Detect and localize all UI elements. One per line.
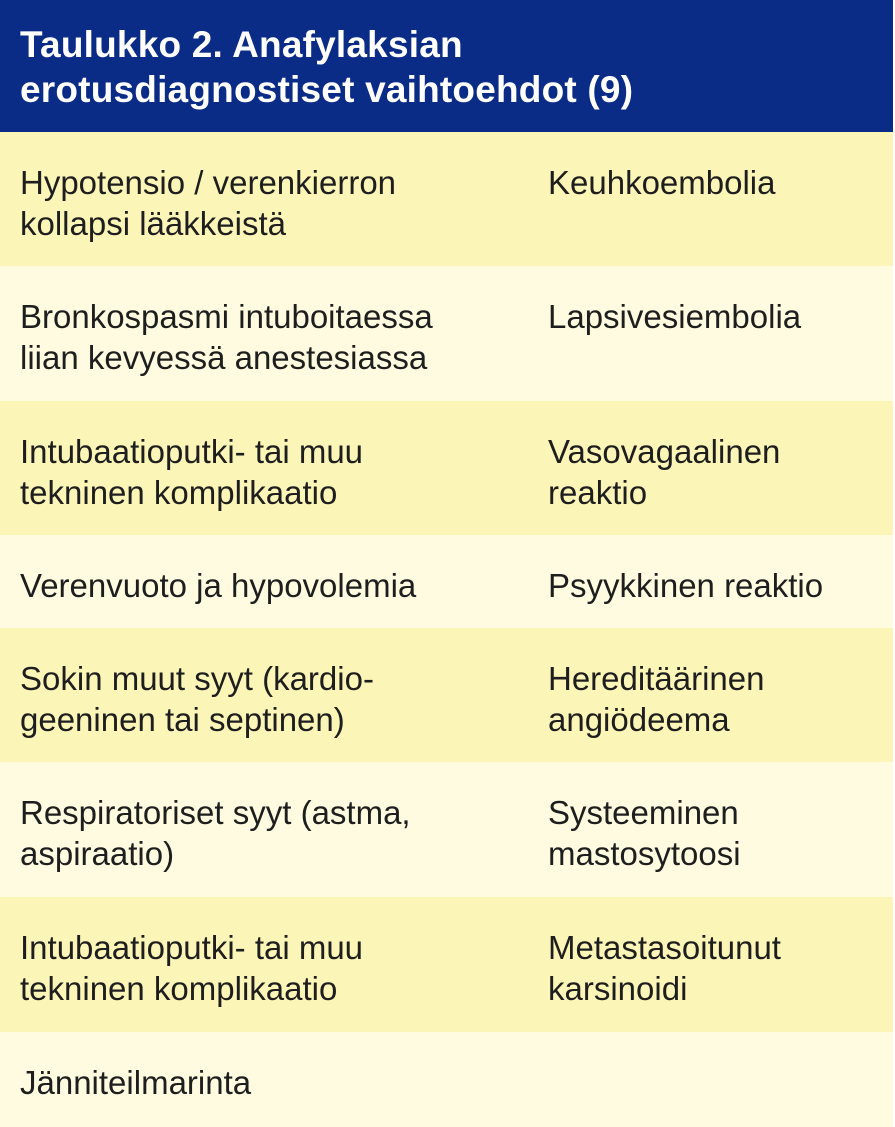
row-1-right-cell: Keuhkoembolia	[548, 164, 776, 201]
table-row	[0, 266, 893, 401]
row-6-right-cell: Systeeminen mastosytoosi	[548, 794, 741, 872]
table-row	[0, 1032, 893, 1127]
table-row	[0, 401, 893, 535]
table-row	[0, 897, 893, 1032]
row-5-left-cell: Sokin muut syyt (kardio- geeninen tai septinen)	[20, 660, 374, 738]
row-2-left-cell: Bronkospasmi intuboitaessa liian kevyessä anestesiassa	[20, 298, 433, 376]
row-3-left-cell: Intubaatioputki- tai muu tekninen komplikaatio	[20, 433, 364, 511]
table-row	[0, 762, 893, 897]
row-2-right-cell: Lapsivesiembolia	[548, 298, 802, 335]
row-8-left-cell: Jänniteilmarinta	[20, 1064, 252, 1101]
row-5-right-cell: Hereditäärinen angiödeema	[548, 660, 765, 738]
table-row	[0, 535, 893, 628]
row-6-left-cell: Respiratoriset syyt (astma, aspiraatio)	[20, 794, 411, 872]
table-title: Taulukko 2. Anafylaksian erotusdiagnostiset vaihtoehdot (9)	[20, 24, 634, 110]
row-7-left-cell: Intubaatioputki- tai muu tekninen komplikaatio	[20, 929, 364, 1007]
row-4-left-cell: Verenvuoto ja hypovolemia	[20, 567, 417, 604]
row-3-right-cell: Vasovagaalinen reaktio	[548, 433, 781, 511]
table-row	[0, 628, 893, 762]
row-4-right-cell: Psyykkinen reaktio	[548, 567, 824, 604]
table-row	[0, 132, 893, 266]
row-1-left-cell: Hypotensio / verenkierron kollapsi lääkkeistä	[20, 164, 397, 242]
row-7-right-cell: Metastasoitunut karsinoidi	[548, 929, 781, 1007]
table-header	[0, 0, 893, 132]
